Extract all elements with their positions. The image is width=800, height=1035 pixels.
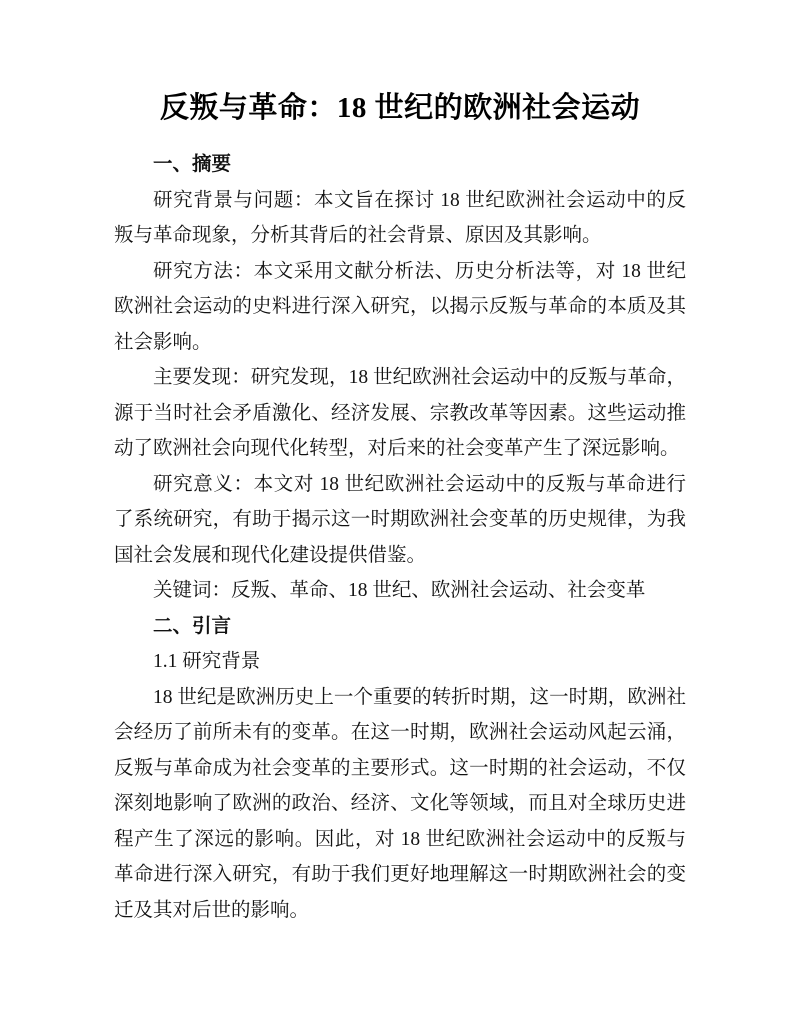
para-research-background-problem: 研究背景与问题：本文旨在探讨 18 世纪欧洲社会运动中的反叛与革命现象，分析其背后的社会背景、原因及其影响。 [114, 189, 686, 246]
subheading-research-background: 1.1 研究背景 [153, 651, 261, 672]
para-research-significance: 研究意义：本文对 18 世纪欧洲社会运动中的反叛与革命进行了系统研究，有助于揭示这一时期欧洲社会变革的历史规律，为我国社会发展和现代化建设提供借鉴。 [114, 473, 686, 566]
para-keywords: 关键词：反叛、革命、18 世纪、欧洲社会运动、社会变革 [153, 580, 646, 601]
para-research-method: 研究方法：本文采用文献分析法、历史分析法等，对 18 世纪欧洲社会运动的史料进行深入研究，以揭示反叛与革命的本质及其社会影响。 [114, 260, 686, 353]
heading-abstract: 一、摘要 [153, 154, 232, 175]
page-title: 反叛与革命：18 世纪的欧洲社会运动 [159, 92, 641, 124]
para-intro-research-background: 18 世纪是欧洲历史上一个重要的转折时期，这一时期，欧洲社会经历了前所未有的变革。在这一时期，欧洲社会运动风起云涌，反叛与革命成为社会变革的主要形式。这一时期的社会运动，不仅深刻地影响了欧洲的政治、经济、文化等领域，而且对全球历史进程产生了深远的影响。因此，对 18 世纪欧洲社会运动中的反叛与革命进行深入研究，有助于我们更好地理解这一时期欧洲社会的变迁及其对后世的影响。 [114, 686, 686, 921]
heading-introduction: 二、引言 [153, 615, 232, 637]
para-main-findings: 主要发现：研究发现，18 世纪欧洲社会运动中的反叛与革命，源于当时社会矛盾激化、经济发展、宗教改革等因素。这些运动推动了欧洲社会向现代化转型，对后来的社会变革产生了深远影响。 [114, 367, 686, 459]
